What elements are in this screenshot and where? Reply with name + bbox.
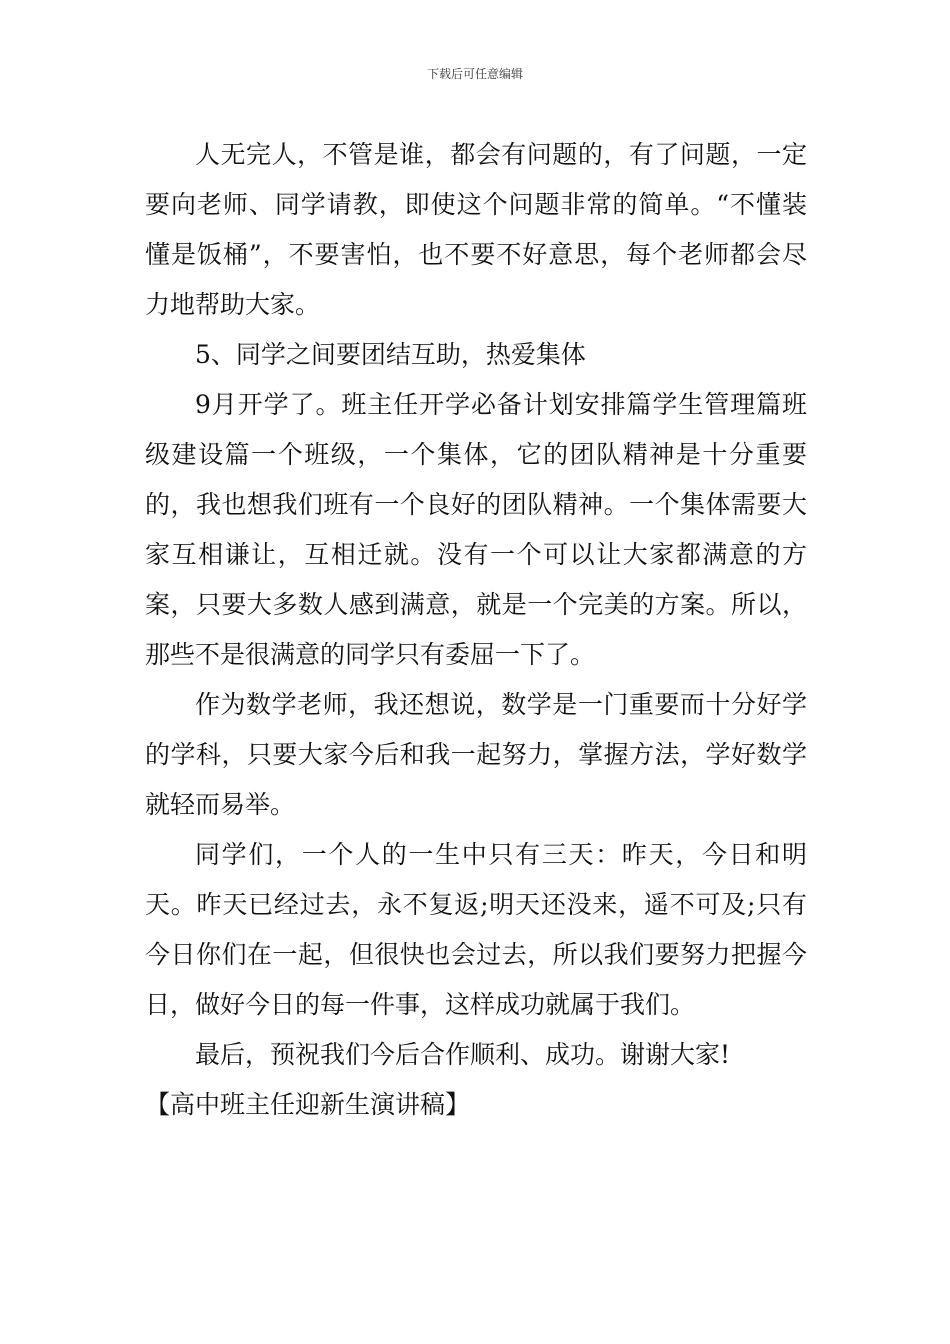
paragraph-closing: 最后，预祝我们今后合作顺利、成功。谢谢大家! — [195, 1040, 731, 1069]
page-header: 下载后可任意编辑 — [426, 67, 523, 81]
document-title-bracket: 【高中班主任迎新生演讲稿】 — [145, 1090, 471, 1119]
document-body — [145, 130, 807, 1130]
section-heading-unity: 5、同学之间要团结互助，热爱集体 — [195, 340, 586, 369]
paragraph-math-teacher: 作为数学老师，我还想说，数学是一门重要而十分好学的学科，只要大家今后和我一起努力，掌握方法，学好数学就轻而易举。 — [145, 690, 807, 819]
paragraph-team-spirit: 9月开学了。班主任开学必备计划安排篇学生管理篇班级建设篇一个班级，一个集体，它的团队精神是十分重要的，我也想我们班有一个良好的团队精神。一个集体需要大家互相谦让，互相迁就。没有一个可以让大家都满意的方案，只要大多数人感到满意，就是一个完美的方案。所以，那些不是很满意的同学只有委屈一下了。 — [145, 390, 807, 669]
paragraph-three-days: 同学们，一个人的一生中只有三天：昨天，今日和明天。昨天已经过去，永不复返;明天还没来，遥不可及;只有今日你们在一起，但很快也会过去，所以我们要努力把握今日，做好今日的每一件事，这样成功就属于我们。 — [145, 840, 807, 1019]
paragraph-ask-teachers: 人无完人，不管是谁，都会有问题的，有了问题，一定要向老师、同学请教，即使这个问题非常的简单。“不懂装懂是饭桶”，不要害怕，也不要不好意思，每个老师都会尽力地帮助大家。 — [145, 140, 807, 319]
